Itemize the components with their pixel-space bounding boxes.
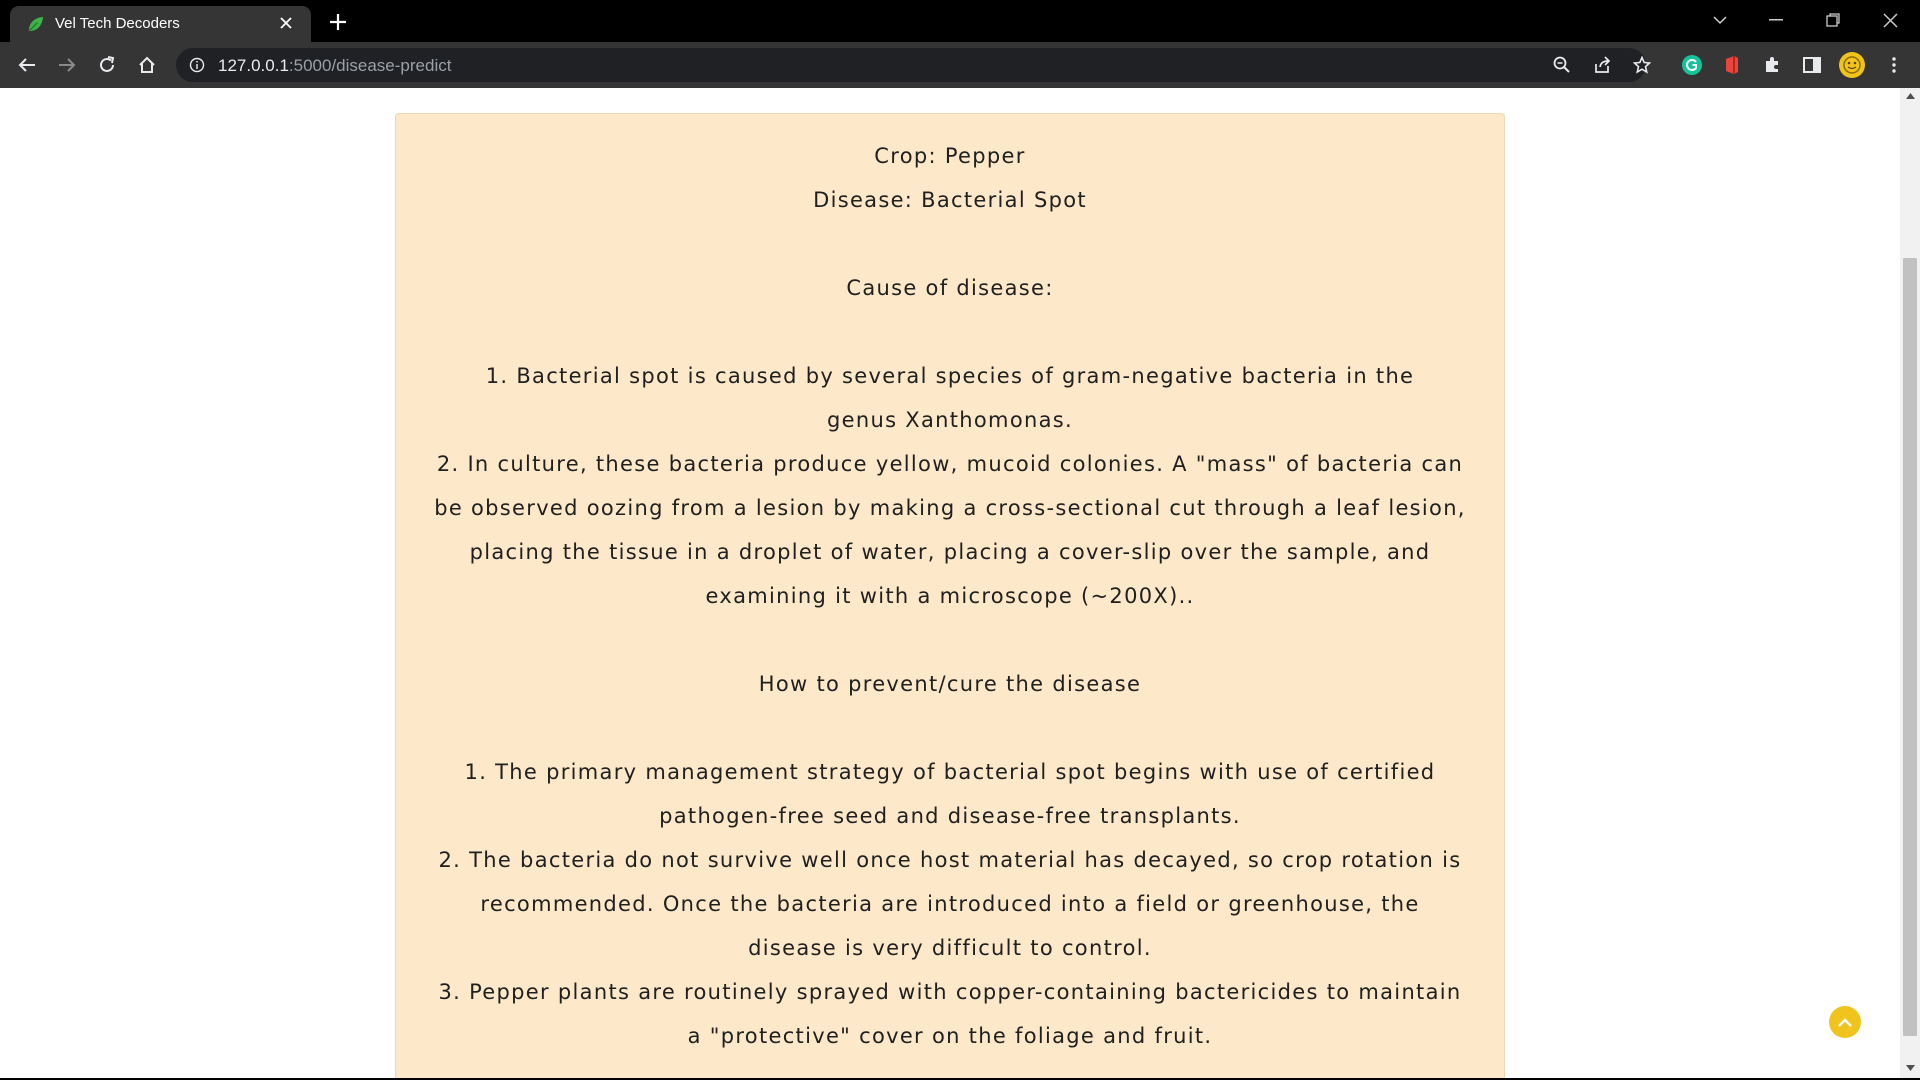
browser-tab[interactable] <box>10 6 311 42</box>
close-window-icon[interactable] <box>1862 0 1918 40</box>
page-viewport <box>0 88 1900 1078</box>
prevent-heading: How to prevent/cure the disease <box>758 672 1142 696</box>
spacer <box>396 618 1504 662</box>
crop-line: Crop: Pepper <box>874 144 1026 168</box>
address-bar[interactable] <box>176 48 1646 82</box>
leaf-icon <box>26 15 45 34</box>
reload-icon[interactable] <box>93 51 121 79</box>
extensions-puzzle-icon[interactable] <box>1758 51 1786 79</box>
restore-icon[interactable] <box>1805 0 1861 40</box>
new-tab-icon[interactable] <box>324 8 352 36</box>
forward-arrow-icon[interactable] <box>53 51 81 79</box>
disease-line: Disease: Bacterial Spot <box>813 188 1087 212</box>
share-icon[interactable] <box>1588 51 1616 79</box>
back-arrow-icon[interactable] <box>13 51 41 79</box>
tab-search-icon[interactable] <box>1692 0 1748 40</box>
tab-title: Vel Tech Decoders <box>55 15 180 32</box>
scroll-down-arrow-icon[interactable] <box>1905 1064 1915 1072</box>
site-info-icon[interactable] <box>186 54 208 76</box>
grammarly-extension-icon[interactable] <box>1678 51 1706 79</box>
profile-avatar-icon[interactable] <box>1838 51 1866 79</box>
home-icon[interactable] <box>133 51 161 79</box>
prevent-item: 3. Pepper plants are routinely sprayed with copper-containing bactericides to maintain a "protective" cover on the foliage and fruit. <box>438 980 1462 1048</box>
spacer <box>396 706 1504 750</box>
browser-tab-bar <box>0 0 1920 42</box>
page-scrollbar[interactable] <box>1900 88 1920 1078</box>
zoom-icon[interactable] <box>1548 51 1576 79</box>
browser-menu-icon[interactable] <box>1880 51 1908 79</box>
scrollbar-thumb[interactable] <box>1903 258 1917 1036</box>
office-extension-icon[interactable] <box>1718 51 1746 79</box>
close-tab-icon[interactable] <box>275 12 297 34</box>
prediction-result-card <box>395 113 1505 1078</box>
url-text[interactable]: 127.0.0.1:5000/disease-predict <box>218 56 452 75</box>
prevent-item: 2. The bacteria do not survive well once host material has decayed, so crop rotation is recommended. Once the bacteria are introduced into a field or greenhouse, the disease is very difficult to control. <box>438 848 1462 960</box>
cause-item: 1. Bacterial spot is caused by several species of gram-negative bacteria in the genus Xanthomonas. <box>485 364 1415 432</box>
spacer <box>396 310 1504 354</box>
side-panel-icon[interactable] <box>1798 51 1826 79</box>
bookmark-star-icon[interactable] <box>1628 51 1656 79</box>
browser-toolbar <box>0 42 1920 88</box>
spacer <box>396 222 1504 266</box>
cause-heading: Cause of disease: <box>846 276 1054 300</box>
chevron-up-icon <box>1837 1013 1853 1032</box>
minimize-icon[interactable] <box>1748 0 1804 40</box>
cause-item: 2. In culture, these bacteria produce yellow, mucoid colonies. A "mass" of bacteria can be observed oozing from a lesion by making a cross-sectional cut through a leaf lesion, placing the tissue in a droplet of water, placing a cover-slip over the sample, and examining it with a microscope (~200X).. <box>434 452 1466 608</box>
prevent-item: 1. The primary management strategy of bacterial spot begins with use of certified pathogen-free seed and disease-free transplants. <box>464 760 1436 828</box>
scroll-up-arrow-icon[interactable] <box>1905 92 1915 100</box>
scroll-to-top-button[interactable] <box>1829 1006 1861 1038</box>
